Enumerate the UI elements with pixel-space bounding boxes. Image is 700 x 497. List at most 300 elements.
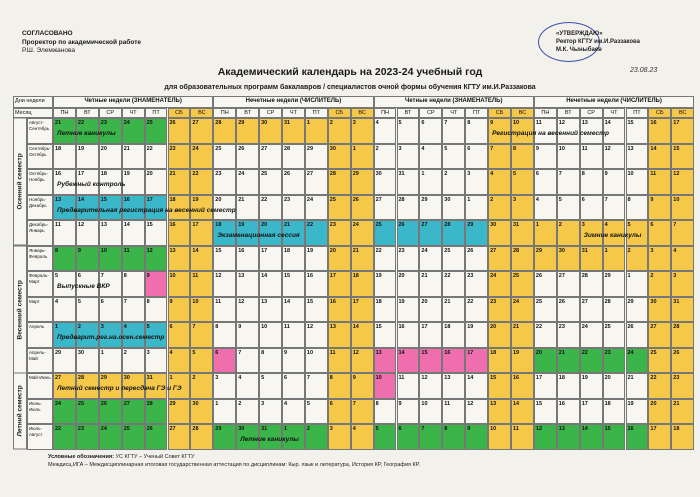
day-number: 24: [100, 426, 107, 432]
calendar-day: [259, 144, 282, 170]
calendar-day: [190, 348, 213, 374]
day-number: 12: [306, 324, 314, 330]
calendar-day: [488, 144, 511, 170]
day-number: 4: [123, 324, 127, 330]
calendar-day: [626, 246, 649, 272]
calendar-day: [99, 220, 122, 246]
day-number: 8: [467, 120, 471, 126]
calendar-day: [580, 297, 603, 323]
agreed-block: [22, 30, 141, 56]
calendar-day: [671, 322, 694, 348]
calendar-day: [259, 169, 282, 195]
day-number: 25: [215, 145, 222, 152]
calendar-day: [259, 246, 282, 272]
day-number: 30: [192, 400, 199, 407]
day-number: 7: [100, 273, 104, 279]
day-number: 14: [650, 145, 657, 152]
calendar-day: [145, 144, 168, 170]
day-number: 29: [627, 298, 634, 305]
calendar-day: [259, 322, 282, 348]
day-number: 12: [558, 120, 565, 126]
calendar-day: [442, 169, 465, 195]
month-label: Сентябрь-Октябрь: [27, 144, 53, 170]
day-number: 22: [444, 273, 451, 279]
calendar-day: [419, 297, 442, 323]
calendar-day: [511, 271, 534, 297]
calendar-day: [259, 399, 282, 425]
day-number: 3: [513, 196, 517, 203]
calendar-day: [557, 373, 580, 399]
calendar-day: [351, 348, 374, 374]
day-header: ПТ: [465, 108, 488, 118]
calendar-day: [328, 399, 351, 425]
calendar-day: [76, 144, 99, 170]
day-number: 9: [169, 298, 173, 305]
calendar-day: [534, 195, 557, 221]
day-number: 19: [398, 298, 405, 305]
day-number: 4: [284, 400, 288, 407]
day-number: 26: [238, 145, 245, 152]
day-number: 23: [604, 349, 611, 356]
day-number: 5: [513, 171, 517, 177]
calendar-day: [190, 118, 213, 144]
month-label: Май-Июнь: [27, 373, 53, 399]
day-number: 19: [238, 222, 245, 228]
day-number: 11: [581, 145, 588, 152]
day-number: 24: [192, 145, 199, 152]
day-number: 17: [146, 196, 153, 203]
day-number: 17: [421, 324, 428, 330]
day-number: 29: [238, 120, 245, 126]
day-number: 11: [398, 375, 405, 381]
calendar-day: [236, 246, 259, 272]
day-number: 19: [306, 247, 314, 254]
day-number: 14: [352, 324, 359, 330]
day-number: 14: [604, 120, 611, 126]
day-number: 8: [55, 247, 59, 254]
calendar-day: [351, 297, 374, 323]
month-label: Апрель-Май: [27, 348, 53, 374]
day-number: 16: [650, 120, 657, 126]
day-number: 24: [306, 196, 314, 203]
day-number: 5: [627, 222, 631, 228]
approval-date: 23.08.23: [630, 67, 658, 74]
day-header: СР: [419, 108, 442, 118]
calendar-day: [465, 348, 488, 374]
calendar-day: [557, 271, 580, 297]
calendar-day: [603, 144, 626, 170]
day-number: 15: [421, 349, 428, 356]
day-number: 11: [215, 298, 222, 305]
month-label: Октябрь-Ноябрь: [27, 169, 53, 195]
day-number: 21: [352, 247, 359, 254]
calendar-day: [511, 348, 534, 374]
calendar-day: [282, 246, 305, 272]
calendar-day: [168, 144, 191, 170]
day-number: 26: [146, 426, 153, 432]
calendar-day: [213, 399, 236, 425]
legend-label: Условные обозначения:: [48, 454, 114, 460]
period-band-label: Регистрация на весенний семестр: [492, 130, 609, 137]
period-band-label: Экзаменационная сессия: [217, 232, 300, 239]
calendar-day: [534, 169, 557, 195]
calendar-day: [122, 399, 145, 425]
day-number: 15: [627, 120, 634, 126]
day-number: 19: [375, 273, 382, 279]
calendar-day: [168, 118, 191, 144]
day-number: 25: [513, 273, 520, 279]
corner-month: Месяц: [13, 108, 53, 118]
calendar-day: [305, 322, 328, 348]
calendar-day: [511, 373, 534, 399]
day-number: 29: [169, 400, 176, 407]
day-number: 6: [100, 298, 104, 305]
day-number: 15: [146, 222, 153, 228]
day-number: 18: [352, 273, 359, 279]
day-number: 24: [123, 120, 130, 126]
calendar-day: [305, 271, 328, 297]
day-number: 24: [627, 349, 634, 356]
day-number: 13: [375, 349, 382, 356]
day-number: 7: [306, 375, 310, 381]
day-number: 5: [146, 324, 150, 330]
calendar-day: [328, 297, 351, 323]
calendar-day: [213, 169, 236, 195]
day-number: 8: [375, 400, 379, 407]
calendar-day: [442, 246, 465, 272]
calendar-day: [236, 348, 259, 374]
calendar-day: [648, 246, 671, 272]
calendar-day: [351, 322, 374, 348]
day-number: 3: [398, 145, 402, 152]
day-number: 13: [238, 273, 245, 279]
day-number: 17: [329, 273, 336, 279]
day-number: 15: [375, 324, 382, 330]
day-number: 13: [490, 400, 497, 407]
calendar-day: [442, 220, 465, 246]
approve-role: Ректор КГТУ им.И.Раззакова: [556, 39, 640, 45]
day-number: 16: [558, 400, 565, 407]
day-number: 19: [192, 196, 199, 203]
period-band-label: Рубежный контроль: [57, 181, 126, 188]
calendar-day: [626, 195, 649, 221]
calendar-day: [397, 195, 420, 221]
calendar-day: [168, 399, 191, 425]
calendar-day: [626, 399, 649, 425]
day-number: 3: [581, 222, 585, 228]
calendar-day: [168, 297, 191, 323]
calendar-day: [557, 399, 580, 425]
calendar-day: [168, 246, 191, 272]
day-number: 9: [77, 247, 81, 254]
calendar-day: [282, 195, 305, 221]
calendar-day: [305, 195, 328, 221]
day-number: 10: [375, 375, 382, 381]
day-number: 9: [467, 426, 471, 432]
day-header: ЧТ: [442, 108, 465, 118]
day-number: 12: [215, 273, 222, 279]
day-number: 15: [490, 375, 497, 381]
day-number: 7: [123, 298, 127, 305]
calendar-day: [671, 271, 694, 297]
day-number: 1: [306, 120, 310, 126]
day-number: 3: [146, 349, 150, 356]
day-number: 23: [215, 171, 222, 177]
calendar-day: [626, 322, 649, 348]
day-number: 5: [55, 273, 59, 279]
day-number: 17: [192, 222, 199, 228]
day-header: ПН: [53, 108, 76, 118]
calendar-day: [53, 348, 76, 374]
calendar-day: [305, 348, 328, 374]
calendar-day: [465, 144, 488, 170]
calendar-day: [53, 424, 76, 450]
day-header: СР: [580, 108, 603, 118]
day-header: СБ: [488, 108, 511, 118]
calendar-day: [328, 373, 351, 399]
day-number: 9: [238, 324, 242, 330]
calendar-day: [282, 297, 305, 323]
day-number: 8: [513, 145, 517, 152]
day-number: 6: [329, 400, 333, 407]
day-number: 20: [215, 196, 222, 203]
day-number: 12: [238, 298, 245, 305]
calendar-day: [442, 373, 465, 399]
day-number: 28: [77, 375, 85, 381]
day-number: 31: [261, 426, 268, 432]
calendar-day: [488, 271, 511, 297]
day-header: ПН: [213, 108, 236, 118]
calendar-day: [351, 373, 374, 399]
calendar-day: [603, 195, 626, 221]
calendar-day: [213, 271, 236, 297]
day-header: ВС: [351, 108, 374, 118]
day-number: 3: [673, 273, 677, 279]
day-number: 26: [284, 171, 291, 177]
day-header: ПН: [534, 108, 557, 118]
calendar-day: [190, 144, 213, 170]
calendar-day: [397, 322, 420, 348]
calendar-day: [374, 195, 397, 221]
month-label: Декабрь-Январь: [27, 220, 53, 246]
day-number: 4: [604, 222, 608, 228]
calendar-day: [305, 373, 328, 399]
day-number: 6: [467, 145, 471, 152]
period-band-label: Зимние каникулы: [583, 232, 642, 239]
day-number: 25: [650, 349, 657, 356]
day-number: 2: [306, 426, 310, 432]
day-number: 1: [421, 171, 425, 177]
calendar-day: [374, 399, 397, 425]
calendar-day: [145, 220, 168, 246]
calendar-day: [488, 195, 511, 221]
calendar-day: [465, 169, 488, 195]
day-number: 13: [55, 196, 62, 203]
day-number: 21: [558, 349, 565, 356]
day-number: 9: [535, 145, 539, 152]
calendar-day: [305, 144, 328, 170]
day-number: 26: [627, 324, 634, 330]
day-number: 14: [192, 247, 199, 254]
calendar-day: [282, 322, 305, 348]
calendar-day: [282, 169, 305, 195]
calendar-day: [236, 399, 259, 425]
day-number: 10: [490, 426, 497, 432]
day-header: ПТ: [626, 108, 649, 118]
day-number: 3: [352, 120, 356, 126]
day-number: 13: [558, 426, 565, 432]
day-header: ВТ: [76, 108, 99, 118]
day-number: 21: [238, 196, 245, 203]
day-number: 6: [581, 196, 585, 203]
calendar-day: [534, 424, 557, 450]
day-header: ПТ: [145, 108, 168, 118]
calendar-day: [259, 297, 282, 323]
day-number: 2: [238, 400, 242, 407]
day-number: 16: [238, 247, 245, 254]
day-number: 7: [238, 349, 242, 356]
day-number: 14: [123, 222, 130, 228]
calendar-day: [580, 144, 603, 170]
day-number: 7: [604, 196, 608, 203]
day-number: 15: [604, 426, 611, 432]
calendar-day: [671, 144, 694, 170]
day-number: 2: [650, 273, 654, 279]
calendar-day: [122, 424, 145, 450]
period-band-label: Выпускные ВКР: [57, 283, 110, 290]
day-number: 16: [444, 349, 451, 356]
calendar-day: [419, 246, 442, 272]
day-number: 20: [329, 247, 336, 254]
calendar-day: [351, 246, 374, 272]
day-number: 23: [77, 426, 85, 432]
calendar-day: [534, 399, 557, 425]
day-number: 7: [421, 426, 425, 432]
calendar-day: [488, 348, 511, 374]
calendar-day: [511, 144, 534, 170]
calendar-day: [557, 297, 580, 323]
calendar-day: [53, 246, 76, 272]
calendar-day: [53, 144, 76, 170]
day-number: 19: [77, 145, 85, 152]
calendar-day: [328, 271, 351, 297]
legend: [48, 453, 420, 469]
day-number: 12: [673, 171, 680, 177]
day-number: 8: [215, 324, 219, 330]
day-number: 23: [329, 222, 336, 228]
calendar-day: [213, 424, 236, 450]
calendar-day: [419, 348, 442, 374]
month-label: Январь-Февраль: [27, 246, 53, 272]
day-number: 14: [261, 273, 268, 279]
day-number: 8: [261, 349, 265, 356]
corner-days: Дни недели: [13, 96, 53, 108]
day-number: 1: [55, 324, 59, 330]
calendar-day: [236, 144, 259, 170]
calendar-day: [397, 271, 420, 297]
day-number: 15: [100, 196, 107, 203]
calendar-day: [442, 297, 465, 323]
day-number: 23: [558, 324, 565, 330]
calendar-day: [580, 322, 603, 348]
day-number: 9: [398, 400, 402, 407]
calendar-day: [442, 144, 465, 170]
day-number: 1: [215, 400, 219, 407]
calendar-day: [511, 297, 534, 323]
calendar-day: [76, 246, 99, 272]
calendar-day: [648, 424, 671, 450]
day-number: 16: [169, 222, 176, 228]
calendar-day: [259, 118, 282, 144]
day-number: 22: [535, 324, 543, 330]
calendar-day: [580, 271, 603, 297]
calendar-day: [419, 118, 442, 144]
calendar-day: [488, 246, 511, 272]
day-number: 17: [467, 349, 474, 356]
day-header: СР: [259, 108, 282, 118]
day-number: 27: [169, 426, 176, 432]
calendar-day: [488, 169, 511, 195]
day-number: 4: [55, 298, 59, 305]
calendar-day: [190, 399, 213, 425]
day-number: 8: [581, 171, 585, 177]
day-number: 14: [398, 349, 405, 356]
day-number: 11: [513, 426, 519, 432]
calendar-day: [76, 424, 99, 450]
day-number: 18: [375, 298, 382, 305]
calendar-day: [488, 373, 511, 399]
day-number: 29: [55, 349, 62, 356]
period-band-label: Предварит.рег.на.осен.семестр: [57, 334, 165, 341]
day-number: 25: [444, 247, 451, 254]
agreed-role: Проректор по академической работе: [22, 38, 142, 46]
day-header: ВТ: [236, 108, 259, 118]
calendar-day: [282, 373, 305, 399]
calendar-day: [671, 373, 694, 399]
calendar-day: [419, 271, 442, 297]
day-number: 20: [650, 400, 657, 407]
calendar-day: [99, 348, 122, 374]
day-number: 29: [215, 426, 222, 432]
day-number: 27: [261, 145, 268, 152]
day-number: 13: [444, 375, 451, 381]
day-number: 24: [490, 273, 497, 279]
day-number: 30: [238, 426, 245, 432]
day-header: ВС: [511, 108, 534, 118]
day-number: 4: [535, 196, 539, 203]
day-header: ПН: [374, 108, 397, 118]
day-header: ВС: [671, 108, 694, 118]
calendar-day: [442, 348, 465, 374]
period-band-label: Летние каникулы: [57, 130, 116, 137]
calendar-day: [648, 373, 671, 399]
day-number: 26: [673, 349, 680, 356]
day-number: 6: [169, 324, 173, 330]
calendar-day: [305, 169, 328, 195]
day-number: 4: [352, 426, 356, 432]
calendar-day: [671, 169, 694, 195]
calendar-day: [236, 271, 259, 297]
day-number: 26: [169, 120, 176, 126]
day-number: 12: [467, 400, 474, 407]
day-number: 25: [146, 120, 153, 126]
day-number: 7: [352, 400, 356, 407]
calendar-day: [603, 348, 626, 374]
day-number: 10: [100, 247, 107, 254]
day-number: 23: [467, 273, 474, 279]
calendar-day: [397, 399, 420, 425]
day-number: 16: [55, 171, 62, 177]
